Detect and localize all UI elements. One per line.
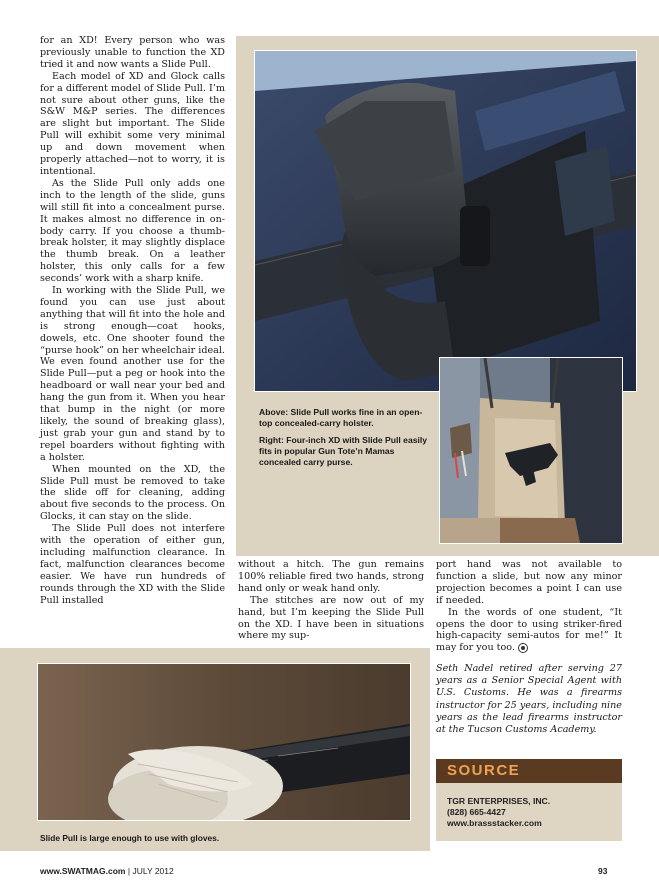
source-header bbox=[436, 759, 622, 783]
paragraph: When mounted on the XD, the Slide Pull must be removed to take the slide off for cleaning, adding about five seconds to the process. On Glocks, it can stay on the slide. bbox=[40, 463, 225, 523]
caption-holster: Above: Slide Pull works fine in an open-top concealed-carry holster. bbox=[259, 407, 423, 428]
paragraph: Each model of XD and Glock calls for a different model of Slide Pull. I’m not sure about other guns, like the S&W M&P series. The differences are slight but important. The Slide Pull will exhibit some very minimal up and down movement when properly attached—not to worry, it is intentional. bbox=[40, 70, 225, 177]
paragraph: As the Slide Pull only adds one inch to the length of the slide, guns will still fit into a concealment purse. It makes almost no difference in on-body carry. If you choose a thumb-break holster, it may slightly displace the thumb break. On a leather holster, this only calls for a few seconds’ work with a sharp knife. bbox=[40, 177, 225, 285]
caption-gloves: Slide Pull is large enough to use with gloves. bbox=[40, 833, 220, 843]
paragraph: The Slide Pull does not interfere with the operation of either gun, including malfunction clearance. In fact, malfunction clearances become easier. We have run hundreds of rounds through the XD with the Slide Pull installed bbox=[40, 523, 225, 606]
paragraph: for an XD! Every person who was previously unable to function the XD tried it and now wants a Slide Pull. bbox=[40, 35, 225, 70]
source-phone: (828) 665-4427 bbox=[447, 807, 506, 817]
gloves-photo bbox=[37, 663, 411, 821]
gloves-photo-image bbox=[38, 664, 410, 820]
end-of-article-icon bbox=[518, 643, 528, 653]
source-box bbox=[436, 759, 622, 841]
paragraph: without a hitch. The gun remains 100% reliable fired two hands, strong hand only or weak hand only. bbox=[238, 559, 424, 594]
paragraph: In the words of one student, “It opens the door to using striker-fired high-capacity semi-autos for me!” It may for you too. bbox=[436, 606, 622, 654]
source-details bbox=[447, 796, 550, 829]
photo-captions-top bbox=[259, 407, 429, 474]
footer-issue: JULY 2012 bbox=[132, 866, 174, 876]
holster-photo bbox=[254, 50, 637, 392]
article-column-1 bbox=[40, 35, 225, 607]
footer-separator: | bbox=[127, 866, 131, 876]
purse-photo bbox=[439, 357, 623, 544]
caption-purse: Right: Four-inch XD with Slide Pull easily fits in popular Gun Tote’n Mamas concealed carry purse. bbox=[259, 435, 428, 467]
footer-page-number: 93 bbox=[598, 866, 608, 876]
footer-site[interactable]: www.SWATMAG.com bbox=[40, 866, 126, 876]
source-company: TGR ENTERPRISES, INC. bbox=[447, 796, 551, 806]
paragraph: The stitches are now out of my hand, but I’m keeping the Slide Pull on the XD. I have been in situations where my sup- bbox=[238, 594, 424, 642]
purse-photo-image bbox=[440, 358, 622, 543]
paragraph: In working with the Slide Pull, we found you can use just about anything that will fit into the hole and is strong enough—coat hooks, dowels, etc. One shooter found the “purse hook” on her wheelchair ideal. We even found another use for the Slide Pull—put a peg or hook into the headboard or wall near your bed and hang the gun from it. When you hear that bump in the night (or more likely, the sound of breaking glass), just grab your gun and stand by to repel boarders without fighting with a holster. bbox=[40, 285, 225, 463]
holster-photo-image bbox=[255, 51, 636, 391]
author-bio: Seth Nadel retired after serving 27 years as a Senior Special Agent with U.S. Customs. He was a firearms instructor for 25 years, including nine years as the lead firearms instructor at the Tucson Customs Academy. bbox=[436, 663, 622, 736]
source-title: SOURCE bbox=[447, 762, 521, 779]
paragraph: port hand was not available to function a slide, but now any minor projection becomes a point I can use if needed. bbox=[436, 559, 622, 606]
article-column-3 bbox=[436, 559, 622, 654]
source-website[interactable]: www.brassstacker.com bbox=[447, 818, 542, 828]
article-column-2 bbox=[238, 559, 424, 642]
footer-left bbox=[40, 866, 174, 876]
